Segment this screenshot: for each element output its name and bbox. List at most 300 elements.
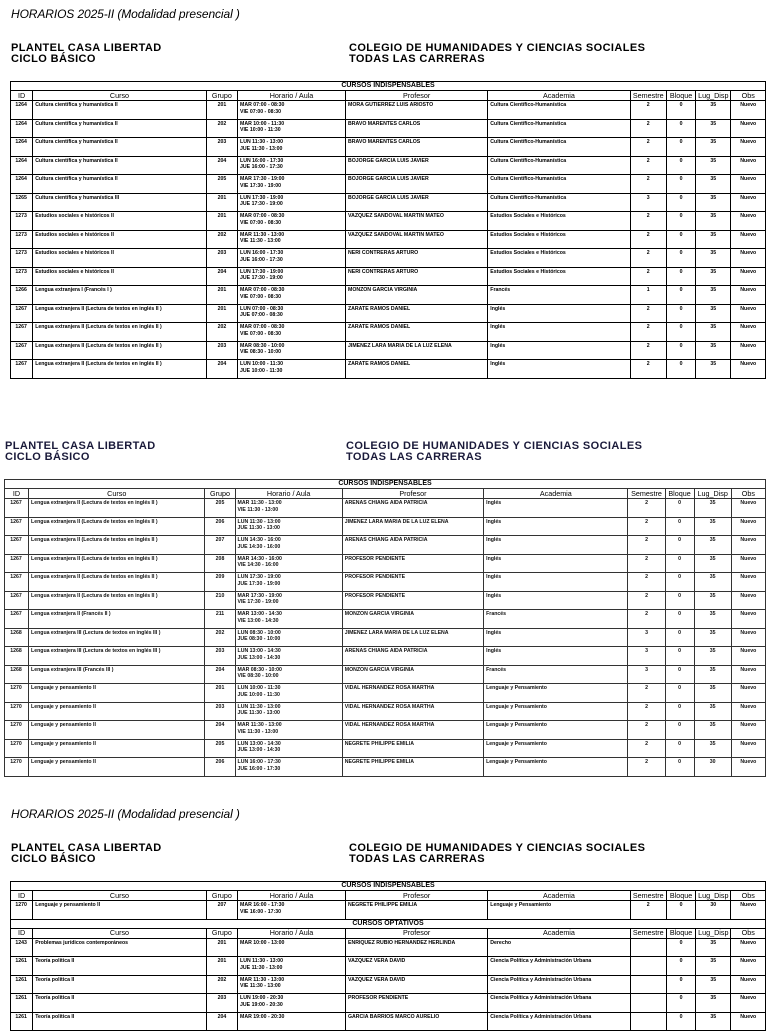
cell-curso: Lengua extranjera II (Lectura de textos en inglés II )	[29, 554, 205, 573]
cell-acad: Inglés	[488, 360, 630, 379]
cell-prof: ARENAS CHIANG AIDA PATRICIA	[342, 536, 483, 555]
cell-obs: Nuevo	[731, 610, 765, 629]
cell-obs: Nuevo	[731, 1012, 766, 1031]
cell-obs: Nuevo	[731, 665, 765, 684]
cell-blo: 0	[665, 665, 694, 684]
cell-sem: 2	[630, 341, 666, 360]
cell-prof: VAZQUEZ SANDOVAL MARTIN MATEO	[346, 212, 488, 231]
cell-curso: Cultura científica y humanística II	[33, 175, 207, 194]
cell-lug: 35	[696, 360, 731, 379]
cell-prof: MONZON GARCIA VIRGINIA	[346, 286, 488, 305]
cell-acad: Cultura Científico-Humanística	[488, 193, 630, 212]
horario-line-2: JUE 14:30 - 16:00	[237, 543, 281, 550]
cell-prof: ZARATE RAMOS DANIEL	[346, 323, 488, 342]
cell-lug: 35	[696, 267, 731, 286]
cell-lug: 35	[696, 938, 731, 957]
cell-id: 1270	[5, 684, 29, 703]
cell-blo: 0	[666, 267, 695, 286]
header-semestre: Semestre	[630, 928, 666, 938]
cell-grupo: 202	[206, 230, 237, 249]
table-row	[11, 156, 766, 175]
cell-lug: 35	[694, 665, 731, 684]
cell-lug: 35	[694, 739, 731, 758]
horario-line-1: MAR 08:30 - 10:00	[237, 666, 282, 673]
cell-acad: Inglés	[484, 647, 628, 666]
cell-prof: PROFESOR PENDIENTE	[342, 554, 483, 573]
cell-id: 1267	[11, 360, 33, 379]
cell-horario	[235, 628, 342, 647]
cell-grupo: 206	[205, 758, 235, 777]
cell-lug: 35	[696, 1012, 731, 1031]
cell-obs: Nuevo	[731, 591, 765, 610]
cell-grupo: 208	[205, 554, 235, 573]
cell-sem: 2	[630, 230, 666, 249]
cell-id: 1267	[11, 341, 33, 360]
cell-acad: Inglés	[484, 536, 628, 555]
header-profesor: Profesor	[346, 928, 488, 938]
cell-lug: 35	[696, 193, 731, 212]
cell-horario	[238, 975, 346, 994]
cell-obs: Nuevo	[731, 119, 766, 138]
cell-grupo: 203	[206, 138, 237, 157]
cell-obs: Nuevo	[731, 994, 766, 1013]
header-profesor: Profesor	[346, 91, 488, 101]
table-row	[5, 684, 766, 703]
cell-id: 1261	[11, 975, 33, 994]
cell-curso: Teoría política II	[33, 975, 207, 994]
horario-line-2: VIE 16:00 - 17:30	[240, 908, 281, 915]
cell-acad: Inglés	[488, 323, 630, 342]
cell-id: 1267	[5, 517, 29, 536]
horario-line-2: JUE 10:00 - 11:30	[240, 367, 283, 374]
cell-horario	[238, 138, 346, 157]
cell-horario	[238, 994, 346, 1013]
cell-horario	[238, 323, 346, 342]
horario-line-1: LUN 16:00 - 17:30	[240, 157, 284, 164]
cell-lug: 30	[694, 758, 731, 777]
horario-line-2: VIE 10:00 - 11:30	[240, 127, 281, 133]
cell-lug: 35	[696, 957, 731, 976]
cell-lug: 35	[696, 119, 731, 138]
horario-line-2: VIE 17:30 - 19:00	[237, 599, 279, 605]
header-semestre: Semestre	[628, 489, 665, 499]
cell-blo: 0	[665, 721, 694, 740]
horario-line-1: LUN 16:00 - 17:30	[240, 250, 284, 256]
header-bloque: Bloque	[665, 489, 694, 499]
cell-acad: Francés	[484, 610, 628, 629]
cell-grupo: 206	[205, 517, 235, 536]
cell-acad: Estudios Sociales e Históricos	[488, 230, 630, 249]
cell-sem: 2	[630, 267, 666, 286]
cell-id: 1267	[5, 499, 29, 518]
table-row	[11, 1012, 766, 1031]
cell-prof: NERI CONTRERAS ARTURO	[346, 267, 488, 286]
cell-prof: VAZQUEZ VERA DAVID	[346, 975, 488, 994]
header-obs: Obs	[731, 928, 766, 938]
horario-line-2: VIE 14:30 - 16:00	[237, 562, 279, 568]
schedule-table-3	[10, 881, 766, 1031]
horario-line-2: JUE 17:30 - 19:00	[240, 275, 283, 281]
cell-id: 1270	[5, 758, 29, 777]
cell-curso: Lengua extranjera I (Francés I )	[33, 286, 207, 305]
horario-line-1: MAR 11:30 - 13:00	[237, 500, 282, 506]
cell-blo: 0	[666, 249, 695, 268]
cell-id: 1261	[11, 1012, 33, 1031]
cell-horario	[235, 554, 342, 573]
table-row	[5, 721, 766, 740]
cell-sem	[630, 957, 666, 976]
cell-lug: 35	[696, 212, 731, 231]
cell-blo: 0	[666, 212, 695, 231]
cell-blo: 0	[666, 193, 695, 212]
cell-prof: PROFESOR PENDIENTE	[346, 994, 488, 1013]
header-grupo: Grupo	[206, 928, 237, 938]
horario-line-1: MAR 14:30 - 16:00	[237, 555, 282, 562]
header-lugares: Lug_Disp	[696, 928, 731, 938]
table-row	[5, 758, 766, 777]
header-grupo: Grupo	[206, 891, 237, 901]
horario-line-2: JUE 08:30 - 10:00	[237, 636, 281, 642]
cell-id: 1264	[11, 119, 33, 138]
table-row	[5, 610, 766, 629]
horario-line-2: VIE 07:00 - 08:30	[240, 330, 281, 337]
cell-lug: 35	[696, 323, 731, 342]
cell-sem: 3	[628, 628, 665, 647]
section-heading: CURSOS OPTATIVOS	[11, 919, 766, 928]
cell-sem: 2	[630, 360, 666, 379]
cell-obs: Nuevo	[731, 286, 766, 305]
cell-prof: ENRIQUEZ RUBIO HERNANDEZ HERLINDA	[346, 938, 488, 957]
cell-id: 1264	[11, 175, 33, 194]
table-row	[5, 628, 766, 647]
cell-prof: BRAVO MARENTES CARLOS	[346, 138, 488, 157]
table-row	[5, 517, 766, 536]
cell-curso: Lenguaje y pensamiento II	[29, 702, 205, 721]
horario-line-2: JUE 13:00 - 14:30	[237, 654, 281, 661]
cell-obs: Nuevo	[731, 938, 766, 957]
cell-grupo: 201	[206, 212, 237, 231]
cell-sem: 2	[630, 249, 666, 268]
colegio-label: COLEGIO DE HUMANIDADES Y CIENCIAS SOCIALES	[349, 842, 646, 854]
header-id: ID	[5, 489, 29, 499]
cell-prof: PROFESOR PENDIENTE	[342, 573, 483, 592]
cell-blo: 0	[666, 975, 695, 994]
cell-grupo: 210	[205, 591, 235, 610]
cell-sem: 2	[628, 591, 665, 610]
cell-lug: 35	[694, 721, 731, 740]
table-row	[11, 360, 766, 379]
horario-line-1: MAR 11:30 - 13:00	[240, 231, 285, 238]
cell-grupo: 203	[205, 702, 235, 721]
cell-id: 1267	[11, 323, 33, 342]
cell-curso: Cultura científica y humanística II	[33, 156, 207, 175]
header-curso: Curso	[33, 928, 207, 938]
header-bloque: Bloque	[666, 891, 695, 901]
cell-curso: Estudios sociales e históricos II	[33, 267, 207, 286]
horario-line-2: JUE 11:30 - 13:00	[237, 710, 280, 716]
horario-line-2: JUE 10:00 - 11:30	[237, 691, 280, 698]
header-id: ID	[11, 891, 33, 901]
cell-blo: 0	[666, 138, 695, 157]
horario-line-1: MAR 13:00 - 14:30	[237, 611, 282, 617]
cell-blo: 0	[666, 1012, 695, 1031]
horario-line-1: MAR 10:00 - 13:00	[240, 939, 285, 946]
cell-horario	[235, 739, 342, 758]
cell-id: 1267	[5, 554, 29, 573]
horario-line-1: MAR 07:00 - 08:30	[240, 213, 285, 219]
header-curso: Curso	[33, 91, 207, 101]
header-grupo: Grupo	[205, 489, 235, 499]
horario-line-1: LUN 19:00 - 20:30	[240, 995, 284, 1001]
horario-line-2: JUE 16:00 - 17:30	[237, 765, 281, 772]
cell-grupo: 201	[205, 684, 235, 703]
cell-blo: 0	[666, 175, 695, 194]
cell-acad: Francés	[488, 286, 630, 305]
cell-sem: 2	[630, 119, 666, 138]
cell-curso: Estudios sociales e históricos II	[33, 212, 207, 231]
cell-horario	[235, 665, 342, 684]
cell-curso: Lengua extranjera II (Lectura de textos en inglés II )	[29, 573, 205, 592]
cell-horario	[235, 573, 342, 592]
cell-obs: Nuevo	[731, 901, 766, 920]
cell-lug: 35	[696, 286, 731, 305]
cell-grupo: 205	[205, 739, 235, 758]
carreras-label: TODAS LAS CARRERAS	[349, 53, 485, 65]
cell-lug: 35	[696, 101, 731, 120]
cell-curso: Teoría política II	[33, 994, 207, 1013]
header-curso: Curso	[29, 489, 205, 499]
header-academia: Academia	[484, 489, 628, 499]
horario-line-1: LUN 16:00 - 17:30	[237, 759, 281, 765]
cell-id: 1270	[11, 901, 33, 920]
horario-line-2: JUE 07:00 - 08:30	[240, 312, 283, 318]
horario-line-2: VIE 11:30 - 13:00	[240, 238, 281, 244]
cell-acad: Lenguaje y Pensamiento	[484, 684, 628, 703]
cell-curso: Lenguaje y pensamiento II	[33, 901, 207, 920]
cell-acad: Cultura Científico-Humanística	[488, 138, 630, 157]
horario-line-2: VIE 08:30 - 10:00	[237, 673, 279, 679]
table-row	[11, 957, 766, 976]
cell-id: 1264	[11, 101, 33, 120]
carreras-label: TODAS LAS CARRERAS	[346, 451, 482, 463]
cell-acad: Cultura Científico-Humanística	[488, 156, 630, 175]
cell-obs: Nuevo	[731, 212, 766, 231]
cell-curso: Lengua extranjera II (Lectura de textos en inglés II )	[33, 341, 207, 360]
cell-grupo: 202	[206, 323, 237, 342]
horario-line-1: LUN 07:00 - 08:30	[240, 305, 284, 312]
cell-blo: 0	[666, 230, 695, 249]
cell-lug: 35	[694, 499, 731, 518]
colegio-label: COLEGIO DE HUMANIDADES Y CIENCIAS SOCIALES	[346, 440, 643, 452]
horario-line-2: JUE 11:30 - 13:00	[237, 525, 280, 531]
header-horario: Horario / Aula	[238, 928, 346, 938]
cell-blo: 0	[665, 684, 694, 703]
cell-curso: Lengua extranjera II (Lectura de textos en inglés II )	[33, 323, 207, 342]
table-row	[11, 341, 766, 360]
header-id: ID	[11, 91, 33, 101]
cell-blo: 0	[666, 156, 695, 175]
cell-obs: Nuevo	[731, 175, 766, 194]
cell-obs: Nuevo	[731, 193, 766, 212]
cell-obs: Nuevo	[731, 957, 766, 976]
cell-grupo: 207	[206, 901, 237, 920]
table-row	[5, 499, 766, 518]
cell-id: 1267	[5, 536, 29, 555]
table-row	[5, 591, 766, 610]
cell-lug: 35	[694, 573, 731, 592]
cell-curso: Lengua extranjera II (Lectura de textos en inglés II )	[29, 536, 205, 555]
horario-line-1: LUN 13:00 - 14:30	[237, 740, 281, 747]
cell-id: 1273	[11, 230, 33, 249]
cell-lug: 35	[694, 684, 731, 703]
cell-horario	[235, 647, 342, 666]
table-row	[5, 554, 766, 573]
ciclo-label: CICLO BÁSICO	[5, 451, 90, 463]
cell-horario	[238, 119, 346, 138]
cell-id: 1273	[11, 249, 33, 268]
cell-grupo: 201	[206, 938, 237, 957]
table-row	[5, 702, 766, 721]
cell-grupo: 205	[205, 499, 235, 518]
table-row	[11, 901, 766, 920]
cell-prof: BOJORGE GARCIA LUIS JAVIER	[346, 193, 488, 212]
cell-sem: 2	[628, 684, 665, 703]
cell-id: 1268	[5, 647, 29, 666]
cell-acad: Inglés	[484, 628, 628, 647]
cell-sem: 3	[630, 193, 666, 212]
horario-line-2: VIE 11:30 - 13:00	[237, 728, 279, 735]
horario-line-2: VIE 07:00 - 08:30	[240, 108, 281, 115]
cell-acad: Lenguaje y Pensamiento	[484, 721, 628, 740]
cell-horario	[235, 610, 342, 629]
table-row	[11, 101, 766, 120]
cell-acad: Cultura Científico-Humanística	[488, 175, 630, 194]
cell-grupo: 201	[206, 286, 237, 305]
cell-obs: Nuevo	[731, 156, 766, 175]
cell-curso: Lenguaje y pensamiento II	[29, 739, 205, 758]
cell-prof: VIDAL HERNANDEZ ROSA MARTHA	[342, 684, 483, 703]
header-bloque: Bloque	[666, 91, 695, 101]
horario-line-1: MAR 07:00 - 08:30	[240, 102, 285, 108]
horario-line-1: MAR 10:00 - 11:30	[240, 120, 285, 127]
cell-sem: 2	[630, 304, 666, 323]
header-academia: Academia	[488, 891, 630, 901]
cell-prof: BOJORGE GARCIA LUIS JAVIER	[346, 175, 488, 194]
horario-line-1: LUN 13:00 - 14:30	[237, 648, 281, 654]
cell-grupo: 201	[206, 957, 237, 976]
section-heading: CURSOS INDISPENSABLES	[11, 82, 766, 91]
cell-grupo: 205	[206, 175, 237, 194]
cell-id: 1268	[5, 665, 29, 684]
cell-blo: 0	[666, 286, 695, 305]
cell-grupo: 204	[205, 665, 235, 684]
cell-obs: Nuevo	[731, 267, 766, 286]
cell-prof: ZARATE RAMOS DANIEL	[346, 304, 488, 323]
cell-sem: 2	[630, 212, 666, 231]
cell-blo: 0	[666, 957, 695, 976]
cell-lug: 35	[694, 536, 731, 555]
cell-horario	[238, 1012, 346, 1031]
cell-lug: 35	[694, 610, 731, 629]
horario-line-1: MAR 19:00 - 20:30	[240, 1013, 285, 1020]
cell-curso: Lenguaje y pensamiento II	[29, 721, 205, 740]
cell-id: 1261	[11, 994, 33, 1013]
horario-line-1: LUN 10:00 - 11:30	[237, 685, 281, 691]
cell-curso: Cultura científica y humanística II	[33, 119, 207, 138]
cell-sem: 2	[630, 101, 666, 120]
cell-acad: Cultura Científico-Humanística	[488, 119, 630, 138]
cell-grupo: 203	[206, 249, 237, 268]
cell-sem: 2	[628, 517, 665, 536]
cell-acad: Lenguaje y Pensamiento	[484, 702, 628, 721]
cell-horario	[238, 304, 346, 323]
cell-horario	[238, 230, 346, 249]
cell-acad: Ciencia Política y Administración Urbana	[488, 994, 630, 1013]
cell-acad: Ciencia Política y Administración Urbana	[488, 957, 630, 976]
cell-sem: 2	[628, 610, 665, 629]
cell-obs: Nuevo	[731, 517, 765, 536]
cell-prof: BRAVO MARENTES CARLOS	[346, 119, 488, 138]
cell-curso: Estudios sociales e históricos II	[33, 249, 207, 268]
cell-obs: Nuevo	[731, 628, 765, 647]
header-academia: Academia	[488, 91, 630, 101]
header-profesor: Profesor	[346, 891, 488, 901]
horario-line-1: MAR 11:30 - 13:00	[240, 976, 285, 983]
header-grupo: Grupo	[206, 91, 237, 101]
cell-horario	[235, 499, 342, 518]
cell-horario	[235, 684, 342, 703]
cell-blo: 0	[665, 647, 694, 666]
cell-blo: 0	[665, 610, 694, 629]
cell-obs: Nuevo	[731, 323, 766, 342]
cell-grupo: 201	[206, 193, 237, 212]
cell-acad: Derecho	[488, 938, 630, 957]
cell-id: 1273	[11, 212, 33, 231]
cell-grupo: 204	[206, 156, 237, 175]
cell-curso: Lengua extranjera II (Lectura de textos en inglés II )	[33, 304, 207, 323]
cell-curso: Cultura científica y humanística III	[33, 193, 207, 212]
cell-sem: 2	[630, 175, 666, 194]
cell-lug: 35	[696, 249, 731, 268]
cell-sem	[630, 1012, 666, 1031]
cell-lug: 35	[696, 975, 731, 994]
cell-obs: Nuevo	[731, 341, 766, 360]
cell-prof: MONZON GARCIA VIRGINIA	[342, 610, 483, 629]
cell-blo: 0	[665, 628, 694, 647]
horario-line-2: VIE 17:30 - 19:00	[240, 182, 281, 189]
cell-lug: 35	[696, 138, 731, 157]
cell-sem: 3	[628, 647, 665, 666]
horario-line-2: JUE 11:30 - 13:00	[240, 964, 283, 971]
cell-lug: 35	[696, 175, 731, 194]
horario-line-2: JUE 17:30 - 19:00	[237, 580, 281, 587]
header-obs: Obs	[731, 891, 766, 901]
cell-horario	[235, 591, 342, 610]
cell-obs: Nuevo	[731, 739, 765, 758]
cell-blo: 0	[666, 323, 695, 342]
cell-obs: Nuevo	[731, 138, 766, 157]
cell-horario	[235, 702, 342, 721]
horario-line-1: LUN 17:30 - 19:00	[240, 268, 284, 275]
cell-prof: JIMENEZ LARA MARIA DE LA LUZ ELENA	[342, 517, 483, 536]
section-heading: CURSOS INDISPENSABLES	[5, 480, 766, 489]
cell-id: 1243	[11, 938, 33, 957]
table-row	[11, 938, 766, 957]
table-row	[11, 230, 766, 249]
header-horario: Horario / Aula	[238, 891, 346, 901]
cell-blo: 0	[666, 304, 695, 323]
cell-curso: Cultura científica y humanística II	[33, 101, 207, 120]
